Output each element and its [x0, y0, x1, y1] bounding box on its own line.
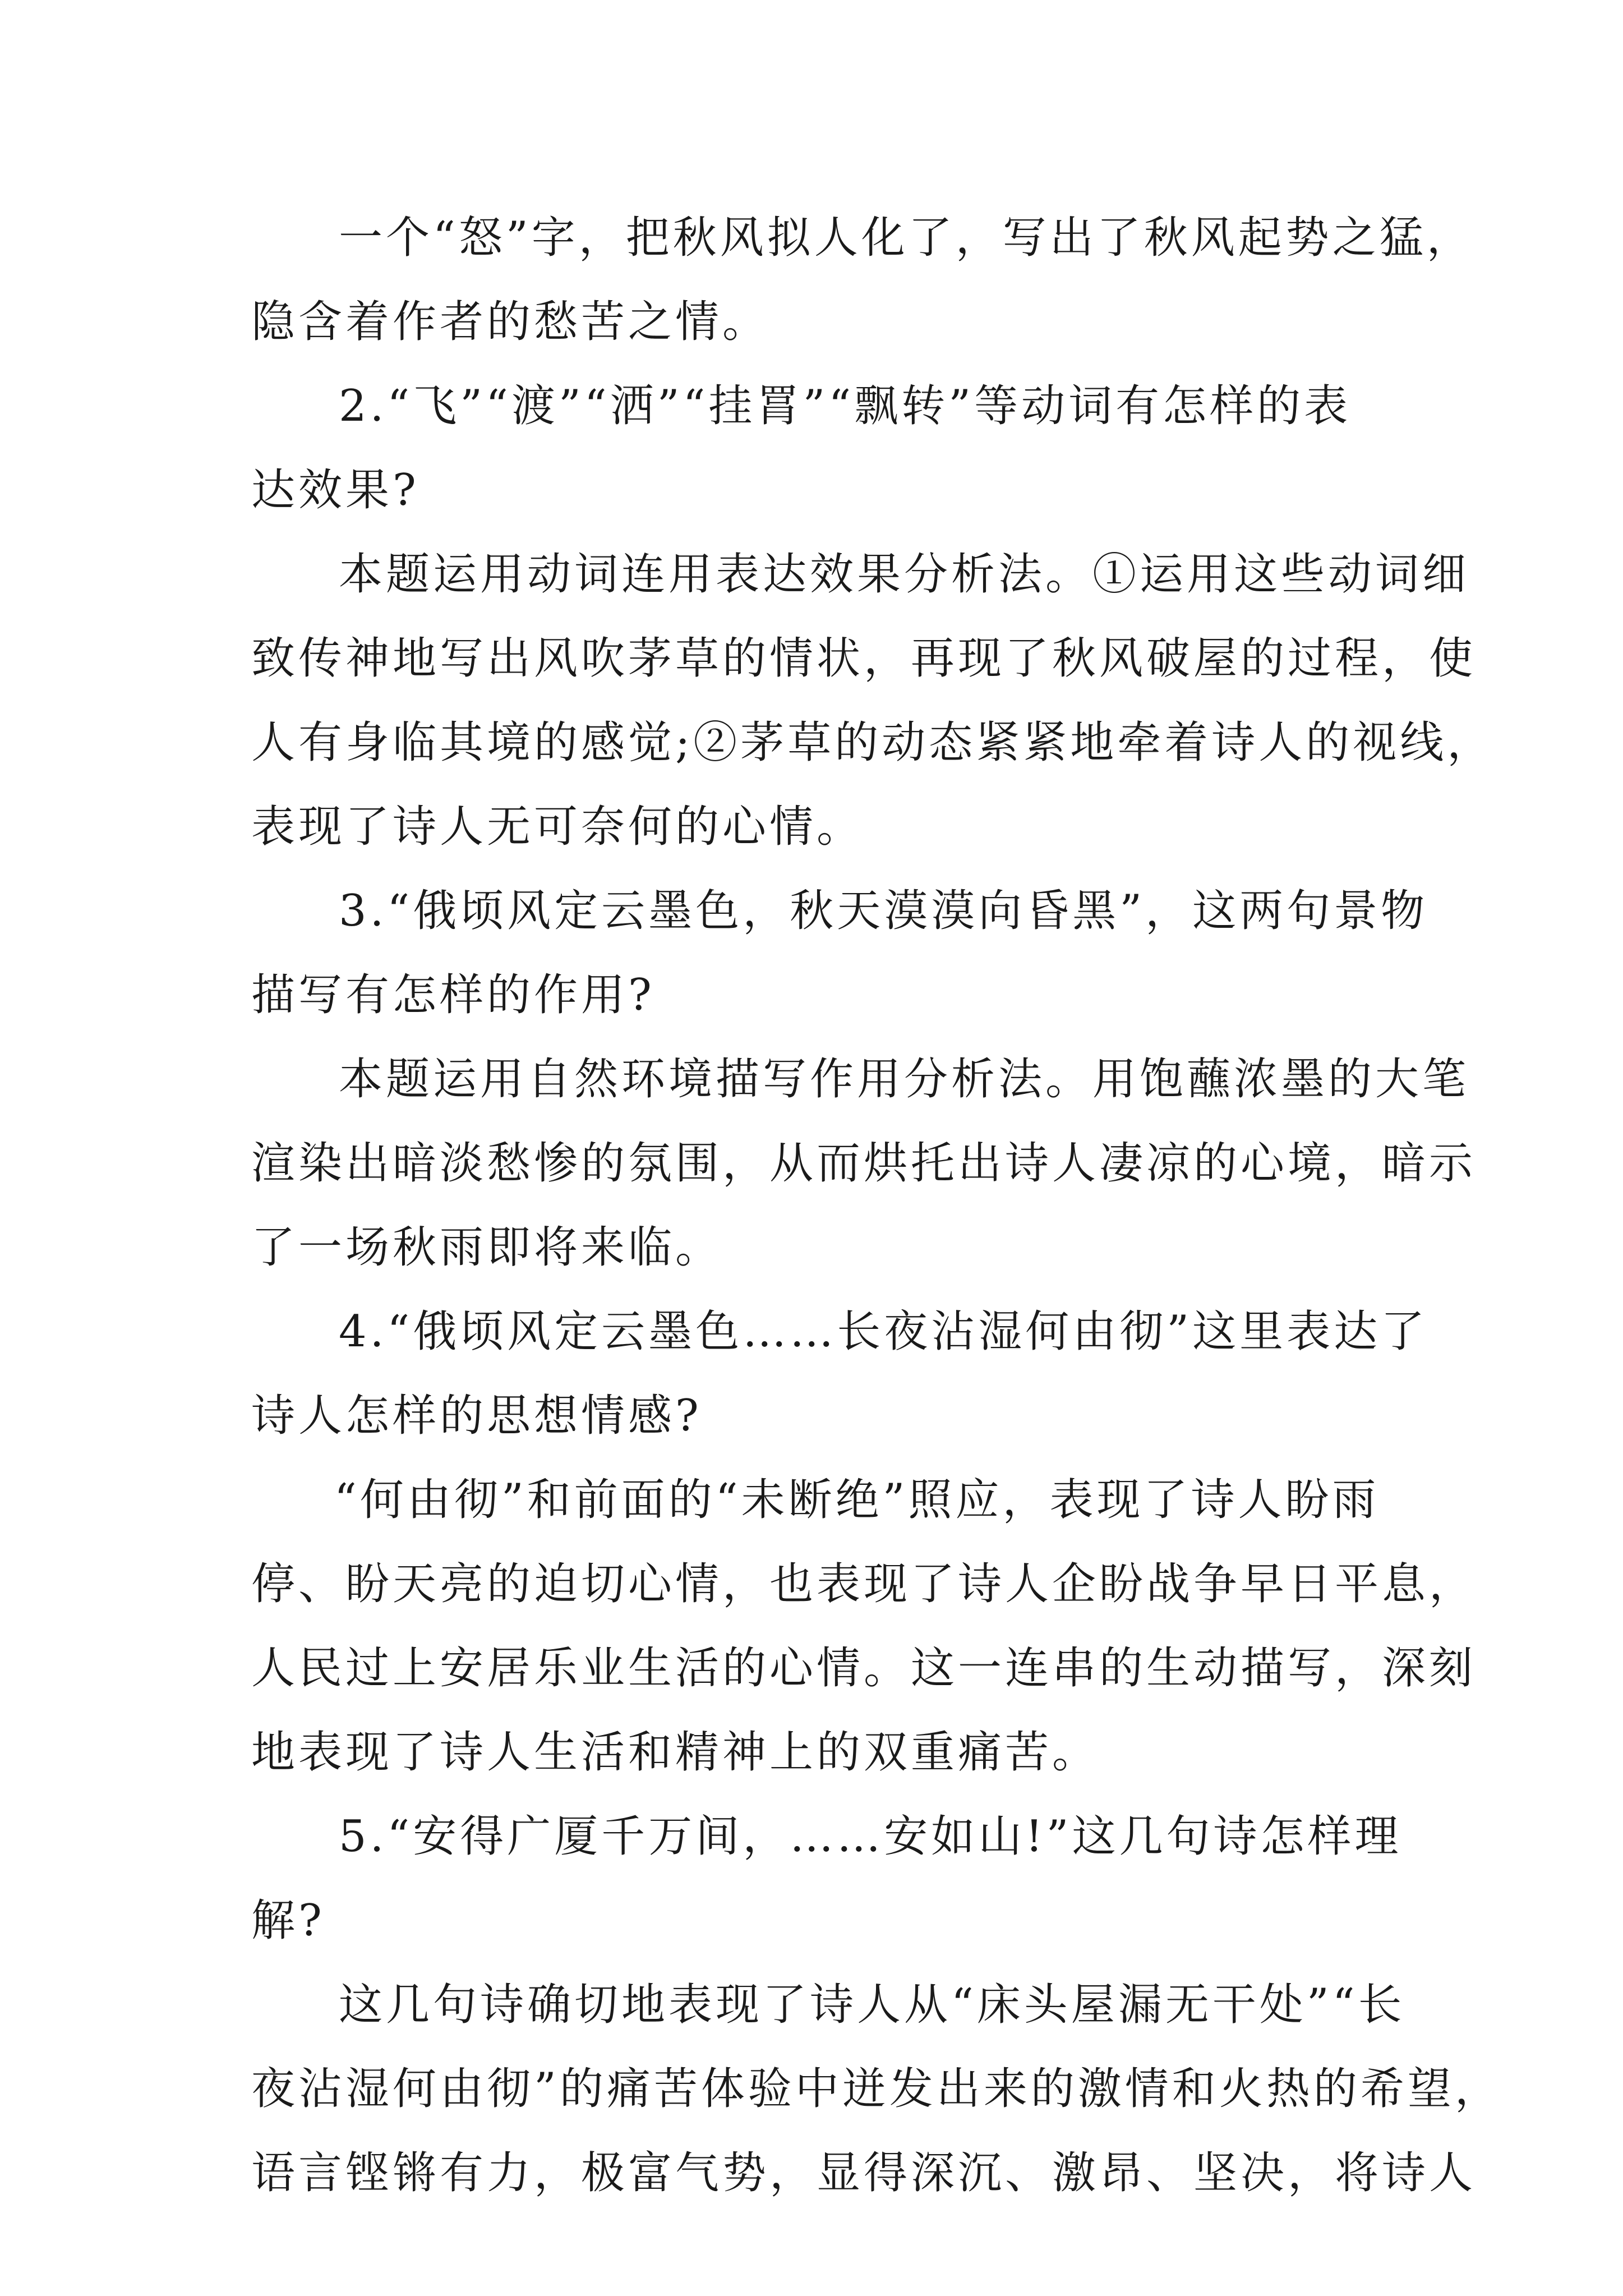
text-line: 人有身临其境的感觉;②茅草的动态紧紧地牵着诗人的视线， — [251, 717, 1495, 768]
text-line: 人民过上安居乐业生活的心情。这一连串的生动描写，深刻 — [251, 1643, 1477, 1694]
text-line: 夜沾湿何由彻”的痛苦体验中迸发出来的激情和火热的希望， — [251, 2064, 1502, 2114]
text-line: 渲染出暗淡愁惨的氛围，从而烘托出诗人凄凉的心境，暗示 — [251, 1138, 1477, 1189]
body-text — [251, 196, 1502, 2215]
question-paragraph-2 — [251, 364, 1384, 532]
answer-paragraph-2 — [251, 532, 1495, 869]
text-line: 5.“安得广厦千万间，……安如山!”这几句诗怎样理 — [339, 1811, 1402, 1862]
answer-paragraph-5 — [251, 1963, 1502, 2215]
text-line: 停、盼天亮的迫切心情，也表现了诗人企盼战争早日平息， — [251, 1559, 1477, 1609]
text-line: “何由彻”和前面的“未断绝”照应，表现了诗人盼雨 — [334, 1475, 1380, 1525]
text-line: 致传神地写出风吹茅草的情状，再现了秋风破屋的过程，使 — [251, 633, 1477, 684]
text-line: 达效果? — [251, 465, 419, 516]
text-line: 表现了诗人无可奈何的心情。 — [251, 802, 864, 852]
question-paragraph-5 — [251, 1795, 1402, 1963]
text-line: 隐含着作者的愁苦之情。 — [251, 297, 770, 347]
answer-paragraph-3 — [251, 1037, 1477, 1290]
text-line: 地表现了诗人生活和精神上的双重痛苦。 — [251, 1727, 1100, 1778]
answer-paragraph-1 — [251, 196, 1474, 364]
text-line: 解? — [251, 1895, 325, 1946]
text-line: 本题运用自然环境描写作用分析法。用饱蘸浓墨的大笔 — [339, 1054, 1470, 1105]
question-paragraph-3 — [251, 869, 1428, 1037]
text-line: 描写有怎样的作用? — [251, 970, 655, 1020]
text-line: 这几句诗确切地表现了诗人从“床头屋漏无干处”“长 — [339, 1980, 1405, 2030]
text-line: 了一场秋雨即将来临。 — [251, 1222, 723, 1273]
text-line: 一个“怒”字，把秋风拟人化了，写出了秋风起势之猛， — [339, 213, 1474, 263]
text-line: 诗人怎样的思想情感? — [251, 1391, 702, 1441]
text-line: 3.“俄顷风定云墨色，秋天漠漠向昏黑”，这两句景物 — [339, 886, 1428, 936]
text-line: 语言铿锵有力，极富气势，显得深沉、激昂、坚决，将诗人 — [251, 2148, 1477, 2198]
text-line: 2.“飞”“渡”“洒”“挂罥”“飘转”等动词有怎样的表 — [339, 381, 1352, 431]
question-paragraph-4 — [251, 1290, 1428, 1458]
text-line: 本题运用动词连用表达效果分析法。①运用这些动词细 — [339, 549, 1470, 600]
answer-paragraph-4 — [251, 1458, 1477, 1795]
text-line: 4.“俄顷风定云墨色……长夜沾湿何由彻”这里表达了 — [339, 1306, 1428, 1357]
